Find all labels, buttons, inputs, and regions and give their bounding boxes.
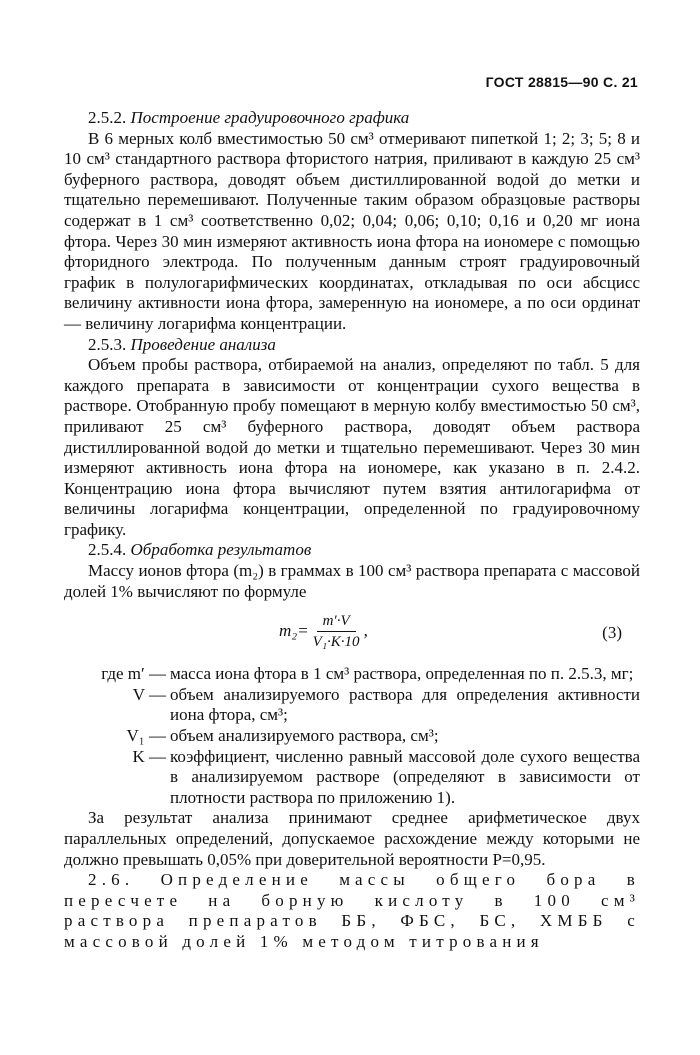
formula-3 — [64, 606, 640, 662]
formula-lhs: m₂= — [279, 621, 309, 641]
paragraph-analysis: Объем пробы раствора, отбираемой на анализ, определяют по табл. 5 для каждого препарата в зависимости от концентрации сухого вещества в растворе. Отобранную пробу помещают в мерную колбу вместимостью 50 см³, приливают 25 см³ буферного раствора, доводят объем раствора дистиллированной водой до метки и тщательно перемешивают. Через 30 мин измеряют активность иона фтора на иономере, как указано в п. 2.4.2. Концентрацию иона фтора вычисляют путем взятия антилогарифма от величины логарифма концентрации, определенной по градуировочному графику. — [64, 355, 640, 539]
variable-definitions — [64, 664, 640, 808]
section-2-5-3-heading — [64, 335, 640, 356]
formula-fraction — [313, 612, 360, 651]
definition-text: масса иона фтора в 1 см³ раствора, определенная по п. 2.5.3, мг; — [170, 664, 634, 684]
paragraph-processing: Массу ионов фтора (m₂) в граммах в 100 см³ раствора препарата с массовой долей 1% вычисляют по формуле — [64, 561, 640, 601]
section-2-5-4-heading — [64, 540, 640, 561]
section-number: 2.5.3. — [88, 334, 127, 354]
paragraph-result: За результат анализа принимают среднее арифметическое двух параллельных определений, допускаемое расхождение между которыми не должно превышать 0,05% при доверительной вероятности Р=0,95. — [64, 808, 640, 869]
definition-text: коэффициент, численно равный массовой доле сухого вещества в анализируемом растворе (определяют в зависимости от плотности раствора по приложению 1). — [170, 746, 640, 807]
paragraph-calibration: В 6 мерных колб вместимостью 50 см³ отмеривают пипеткой 1; 2; 3; 5; 8 и 10 см³ стандартного раствора фтористого натрия, приливают в каждую 25 см³ буферного раствора, доводят объем дистиллированной водой до метки и тщательно перемешивают. Полученные таким образом образцовые растворы содержат в 1 см³ соответственно 0,02; 0,04; 0,06; 0,10; 0,16 и 0,20 мг иона фтора. Через 30 мин измеряют активность иона фтора на иономере с помощью фторидного электрода. По полученным данным строят градуировочный график в полулогарифмических координатах, откладывая по оси абсцисс величину активности иона фтора, замеренную на иономере, а по оси ординат— величину логарифма концентрации. — [64, 128, 640, 333]
section-2-6-heading: 2.6. Определение массы общего бора в пересчете на борную кислоту в 100 см³ раствора препаратов ББ, ФБС, БС, ХМББ с массовой долей 1% методом титрования — [64, 870, 640, 951]
formula-denominator: V₁·K·10 — [312, 634, 360, 651]
section-2-5-2-heading — [64, 108, 640, 129]
section-number: 2.5.2. — [88, 108, 127, 127]
definition-item — [64, 747, 640, 809]
equation-number: (3) — [602, 623, 622, 643]
section-title: Обработка результатов — [130, 540, 312, 560]
definition-symbol: V₁ — — [126, 726, 166, 746]
section-number: 2.5.4. — [88, 540, 127, 560]
document-body — [64, 108, 640, 953]
formula-expression — [279, 612, 368, 651]
definition-text: объем анализируемого раствора для определения активности иона фтора, см³; — [170, 684, 640, 725]
definition-symbol: K — — [132, 746, 166, 766]
definition-text: объем анализируемого раствора, см³; — [170, 726, 439, 746]
definition-item — [64, 685, 640, 726]
definition-symbol: V — — [132, 684, 166, 704]
formula-numerator: m′·V — [317, 612, 356, 632]
page-header: ГОСТ 28815—90 С. 21 — [485, 74, 638, 90]
section-title: Построение градуировочного графика — [130, 108, 410, 127]
definition-item — [64, 726, 640, 747]
formula-tail: , — [363, 621, 368, 641]
definition-symbol: где m′ — — [101, 664, 166, 684]
definition-item — [64, 664, 640, 685]
section-title: Проведение анализа — [130, 334, 276, 354]
